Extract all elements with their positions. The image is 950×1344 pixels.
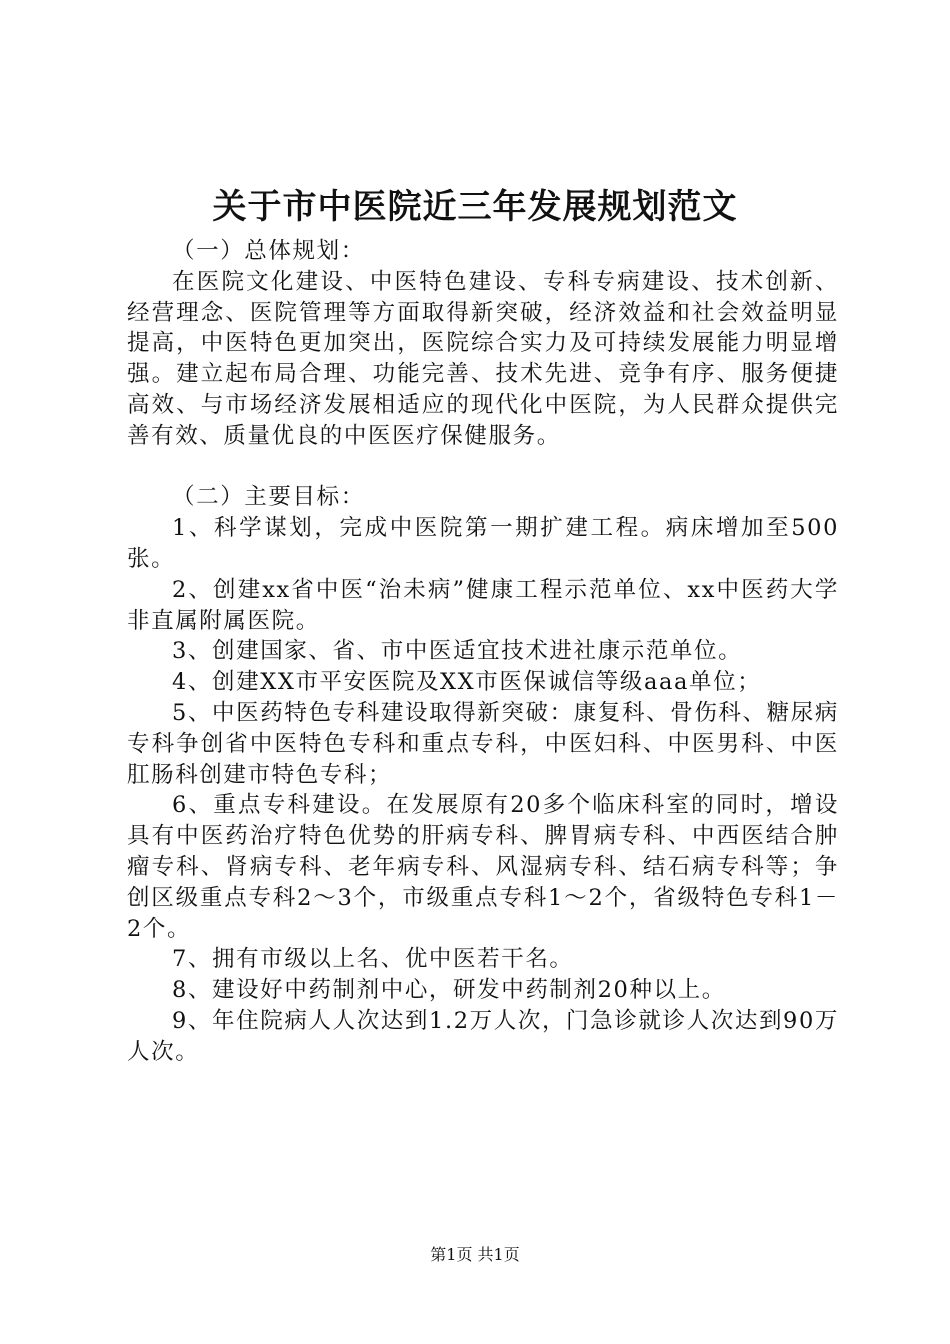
section-heading-overall-plan: （一）总体规划：	[172, 238, 365, 264]
goal-item-3: 3、创建国家、省、市中医适宜技术进社康示范单位。	[172, 638, 743, 665]
goal-item-6: 6、重点专科建设。在发展原有20多个临床科室的同时，增设具有中医药治疗特色优势的肝病专科、脾胃病专科、中西医结合肿瘤专科、肾病专科、老年病专科、风湿病专科、结石病专科等；争创区级重点专科2～3个，市级重点专科1～2个，省级特色专科1－2个。	[127, 792, 839, 942]
goal-item-4: 4、创建XX市平安医院及XX市医保诚信等级aaa单位；	[172, 669, 762, 696]
goal-item-1: 1、科学谋划，完成中医院第一期扩建工程。病床增加至500张。	[127, 515, 839, 572]
goal-item-8: 8、建设好中药制剂中心，研发中药制剂20种以上。	[172, 977, 726, 1004]
goal-item-5: 5、中医药特色专科建设取得新突破：康复科、骨伤科、糖尿病专科争创省中医特色专科和重点专科，中医妇科、中医男科、中医肛肠科创建市特色专科；	[127, 699, 839, 788]
document-body	[127, 236, 839, 1068]
section-heading-main-goals: （二）主要目标：	[172, 484, 365, 511]
goal-item-9: 9、年住院病人人次达到1.2万人次，门急诊就诊人次达到90万人次。	[127, 1007, 839, 1065]
paragraph-spacer	[127, 452, 839, 483]
document-title: 关于市中医院近三年发展规划范文	[212, 187, 738, 227]
goal-item-7: 7、拥有市级以上名、优中医若干名。	[172, 946, 574, 973]
goal-item-2: 2、创建xx省中医“治未病”健康工程示范单位、xx中医药大学非直属附属医院。	[127, 576, 839, 634]
overall-plan-paragraph: 在医院文化建设、中医特色建设、专科专病建设、技术创新、经营理念、医院管理等方面取得新突破，经济效益和社会效益明显提高，中医特色更加突出，医院综合实力及可持续发展能力明显增强。建立起布局合理、功能完善、技术先进、竞争有序、服务便捷高效、与市场经济发展相适应的现代化中医院，为人民群众提供完善有效、质量优良的中医医疗保健服务。	[127, 268, 839, 449]
page-footer: 第1页 共1页	[430, 1245, 520, 1264]
